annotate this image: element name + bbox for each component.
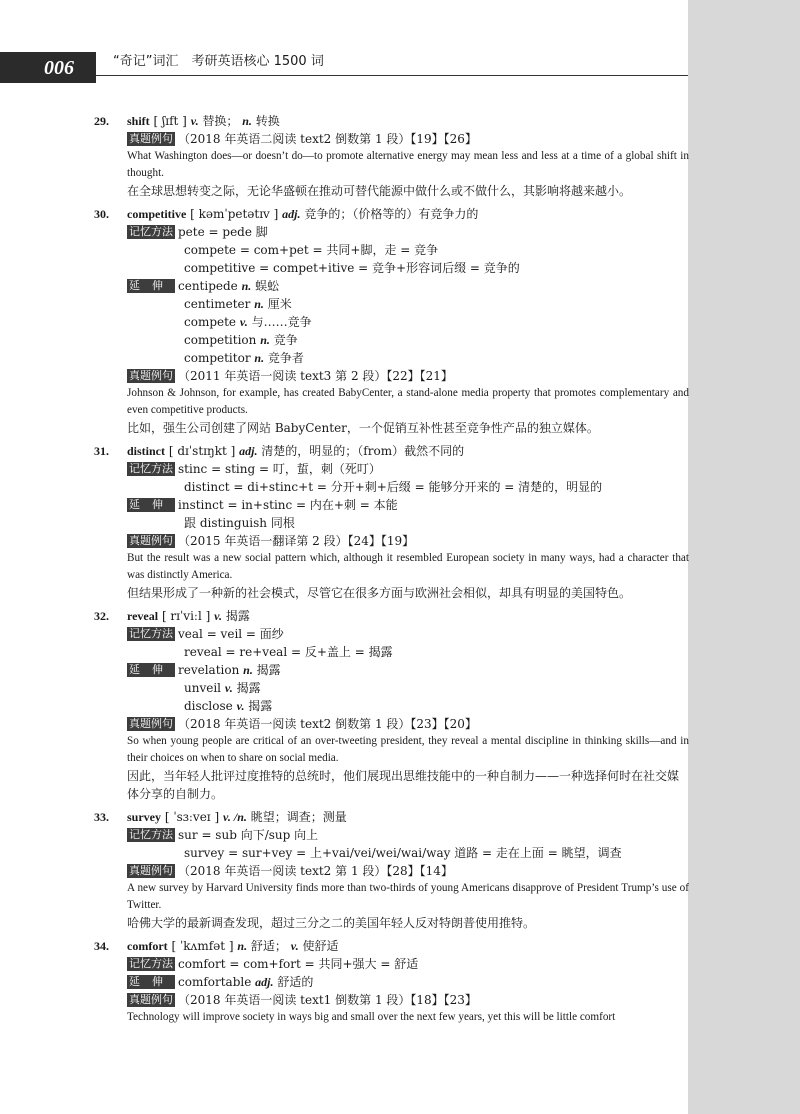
definition: 清楚的，明显的；（from）截然不同的 xyxy=(261,444,465,458)
phonetic: [ ˈsɜːveɪ ] xyxy=(164,810,220,824)
example-source-text: （2018 年英语一阅读 text2 倒数第 1 段）【23】【20】 xyxy=(178,717,477,731)
extend-word: centimeter xyxy=(184,297,251,311)
example-chinese: 在全球思想转变之际，无论华盛顿在推动可替代能源中做什么或不做什么，其影响将越来越小。 xyxy=(127,184,632,198)
part-of-speech: adj. xyxy=(239,444,258,458)
example-source-text: （2018 年英语一阅读 text2 第 1 段）【28】【14】 xyxy=(178,864,453,878)
entry-number: 34. xyxy=(94,939,109,953)
part-of-speech: n. xyxy=(241,279,252,293)
extend-word: comfortable xyxy=(178,975,252,989)
entry-distinct xyxy=(94,442,694,602)
part-of-speech: adj. xyxy=(255,975,274,989)
headword-line xyxy=(94,205,694,223)
entry-comfort xyxy=(94,937,694,1026)
phonetic: [ rɪˈviːl ] xyxy=(161,609,211,623)
example-source-text: （2015 年英语一翻译第 2 段）【24】【19】 xyxy=(178,534,415,548)
part-of-speech: n. xyxy=(260,333,270,347)
definition: 竞争者 xyxy=(267,351,304,365)
extend-line xyxy=(94,313,694,331)
extend-line xyxy=(94,697,694,715)
memory-tag: 记忆方法 xyxy=(129,462,173,475)
example-source xyxy=(94,532,694,550)
extend-line xyxy=(94,496,694,514)
extend-tag: 延伸 xyxy=(129,663,175,676)
extend-line xyxy=(94,973,694,991)
extend-word: revelation xyxy=(178,663,240,677)
headword: competitive xyxy=(127,207,187,221)
example-english: But the result was a new social pattern which, although it resembled European society in many ways, had a character that was distinctly America. xyxy=(127,552,689,581)
example-tag: 真题例句 xyxy=(129,132,173,145)
definition: 揭露 xyxy=(236,681,261,695)
definition: 转换 xyxy=(255,114,280,128)
entries-list xyxy=(94,112,694,1031)
example-chinese: 比如，强生公司创建了网站 BabyCenter，一个促销互补性甚至竞争性产品的独立媒体。 xyxy=(127,421,599,435)
example-source xyxy=(94,367,694,385)
example-chinese: 哈佛大学的最新调查发现，超过三分之二的美国年轻人反对特朗普使用推特。 xyxy=(127,916,536,930)
entry-number: 32. xyxy=(94,609,109,623)
phonetic: [ ʃɪft ] xyxy=(153,114,187,128)
headword-line xyxy=(94,607,694,625)
headword: distinct xyxy=(127,444,166,458)
example-english: Technology will improve society in ways big and small over the next few years, yet this will be little comfort xyxy=(127,1011,616,1023)
part-of-speech: v. xyxy=(290,939,299,953)
extend-word: competition xyxy=(184,333,257,347)
definition: 与……竞争 xyxy=(251,315,312,329)
definition: 舒适； xyxy=(250,939,287,953)
part-of-speech: n. xyxy=(243,663,253,677)
phonetic: [ ˈkʌmfət ] xyxy=(171,939,234,953)
entry-number: 33. xyxy=(94,810,109,824)
definition: 竞争 xyxy=(273,333,298,347)
memory-text: comfort = com+fort = 共同+强大 = 舒适 xyxy=(178,957,419,971)
example-tag: 真题例句 xyxy=(129,369,173,382)
headword-line xyxy=(94,808,694,826)
definition: 揭露 xyxy=(225,609,250,623)
memory-line xyxy=(94,826,694,844)
part-of-speech: v. xyxy=(239,315,248,329)
headword: reveal xyxy=(127,609,159,623)
headword: shift xyxy=(127,114,150,128)
entry-reveal xyxy=(94,607,694,803)
part-of-speech: v. /n. xyxy=(222,810,247,824)
definition: 揭露 xyxy=(248,699,273,713)
memory-tag: 记忆方法 xyxy=(129,225,173,238)
example-english: Johnson & Johnson, for example, has created BabyCenter, a stand-alone media property that promotes complementary and even competitive products. xyxy=(127,387,689,416)
headword: comfort xyxy=(127,939,168,953)
entry-competitive xyxy=(94,205,694,437)
definition: 使舒适 xyxy=(302,939,339,953)
definition: 蜈蚣 xyxy=(255,279,280,293)
example-tag: 真题例句 xyxy=(129,534,173,547)
part-of-speech: v. xyxy=(224,681,233,695)
entry-shift xyxy=(94,112,694,200)
headword: survey xyxy=(127,810,161,824)
part-of-speech: v. xyxy=(236,699,245,713)
example-source-text: （2018 年英语一阅读 text1 倒数第 1 段）【18】【23】 xyxy=(178,993,477,1007)
extend-word: unveil xyxy=(184,681,222,695)
extend-word: competitor xyxy=(184,351,251,365)
part-of-speech: v. xyxy=(214,609,223,623)
phonetic: [ kəmˈpetətɪv ] xyxy=(190,207,279,221)
extend-line xyxy=(94,349,694,367)
example-english: A new survey by Harvard University finds more than two-thirds of young Americans disapprove of President Trump’s use of Twitter. xyxy=(127,882,689,911)
example-source xyxy=(94,715,694,733)
example-english: What Washington does—or doesn’t do—to promote alternative energy may mean less and less at a time of a global shift in thought. xyxy=(127,150,689,179)
extend-line xyxy=(94,679,694,697)
entry-number: 31. xyxy=(94,444,109,458)
memory-text: pete = pede 脚 xyxy=(178,225,268,239)
part-of-speech: v. xyxy=(190,114,199,128)
memory-text: sur = sub 向下/sup 向上 xyxy=(178,828,319,842)
part-of-speech: n. xyxy=(254,351,265,365)
extend-tag: 延伸 xyxy=(129,279,175,292)
extend-word: compete xyxy=(184,315,237,329)
extend-line xyxy=(94,661,694,679)
memory-line: distinct = di+stinc+t = 分开+刺+后缀 = 能够分开来的 = 清楚的，明显的 xyxy=(184,480,603,494)
extend-line xyxy=(94,277,694,295)
definition: 替换； xyxy=(202,114,239,128)
headword-line xyxy=(94,112,694,130)
extend-line xyxy=(94,295,694,313)
example-tag: 真题例句 xyxy=(129,993,173,1006)
memory-line xyxy=(94,955,694,973)
memory-text: veal = veil = 面纱 xyxy=(178,627,284,641)
extend-tag: 延伸 xyxy=(129,975,175,988)
part-of-speech: n. xyxy=(237,939,248,953)
memory-line: competitive = compet+itive = 竞争+形容词后缀 = 竞争的 xyxy=(184,261,520,275)
example-tag: 真题例句 xyxy=(129,717,173,730)
phonetic: [ dɪˈstɪŋkt ] xyxy=(168,444,236,458)
example-source-text: （2011 年英语一阅读 text3 第 2 段）【22】【21】 xyxy=(178,369,453,383)
memory-line xyxy=(94,223,694,241)
definition: 厘米 xyxy=(267,297,292,311)
example-english: So when young people are critical of an over-tweeting president, they reveal a mental discipline in thinking skills—and in their choices on when to share on social media. xyxy=(127,735,689,764)
memory-tag: 记忆方法 xyxy=(129,627,173,640)
example-chinese: 因此，当年轻人批评过度推特的总统时，他们展现出思维技能中的一种自制力——一种选择何时在社交媒体分享的自制力。 xyxy=(127,769,680,801)
example-chinese: 但结果形成了一种新的社会模式，尽管它在很多方面与欧洲社会相似，却具有明显的美国特色。 xyxy=(127,586,632,600)
part-of-speech: n. xyxy=(254,297,264,311)
memory-line xyxy=(94,460,694,478)
memory-tag: 记忆方法 xyxy=(129,828,173,841)
entry-number: 30. xyxy=(94,207,109,221)
part-of-speech: n. xyxy=(242,114,252,128)
example-source xyxy=(94,130,694,148)
running-header-title: “奇记”词汇 考研英语核心 1500 词 xyxy=(113,54,324,69)
extend-line: 跟 distinguish 同根 xyxy=(184,516,295,530)
example-tag: 真题例句 xyxy=(129,864,173,877)
part-of-speech: adj. xyxy=(282,207,301,221)
definition: 眺望；调查；测量 xyxy=(250,810,347,824)
memory-tag: 记忆方法 xyxy=(129,957,173,970)
headword-line xyxy=(94,937,694,955)
header-rule xyxy=(96,75,688,76)
extend-word: centipede xyxy=(178,279,238,293)
page-number: 006 xyxy=(44,57,74,79)
headword-line xyxy=(94,442,694,460)
example-source xyxy=(94,991,694,1009)
example-source xyxy=(94,862,694,880)
memory-line: reveal = re+veal = 反+盖上 = 揭露 xyxy=(184,645,393,659)
memory-line: compete = com+pet = 共同+脚，走 = 竞争 xyxy=(184,243,439,257)
memory-line: survey = sur+vey = 上+vai/vei/wei/wai/way 道路 = 走在上面 = 眺望，调查 xyxy=(184,846,622,860)
definition: 舒适的 xyxy=(277,975,314,989)
entry-survey xyxy=(94,808,694,932)
definition: 竞争的；（价格等的）有竞争力的 xyxy=(304,207,479,221)
definition: 揭露 xyxy=(256,663,281,677)
example-source-text: （2018 年英语二阅读 text2 倒数第 1 段）【19】【26】 xyxy=(178,132,477,146)
extend-word: disclose xyxy=(184,699,233,713)
entry-number: 29. xyxy=(94,114,109,128)
extend-tag: 延伸 xyxy=(129,498,175,511)
memory-line xyxy=(94,625,694,643)
memory-text: stinc = sting = 叮，蜇，刺（死叮） xyxy=(178,462,381,476)
extend-line xyxy=(94,331,694,349)
page-edge xyxy=(688,0,800,1114)
extend-text: instinct = in+stinc = 内在+刺 = 本能 xyxy=(178,498,398,512)
